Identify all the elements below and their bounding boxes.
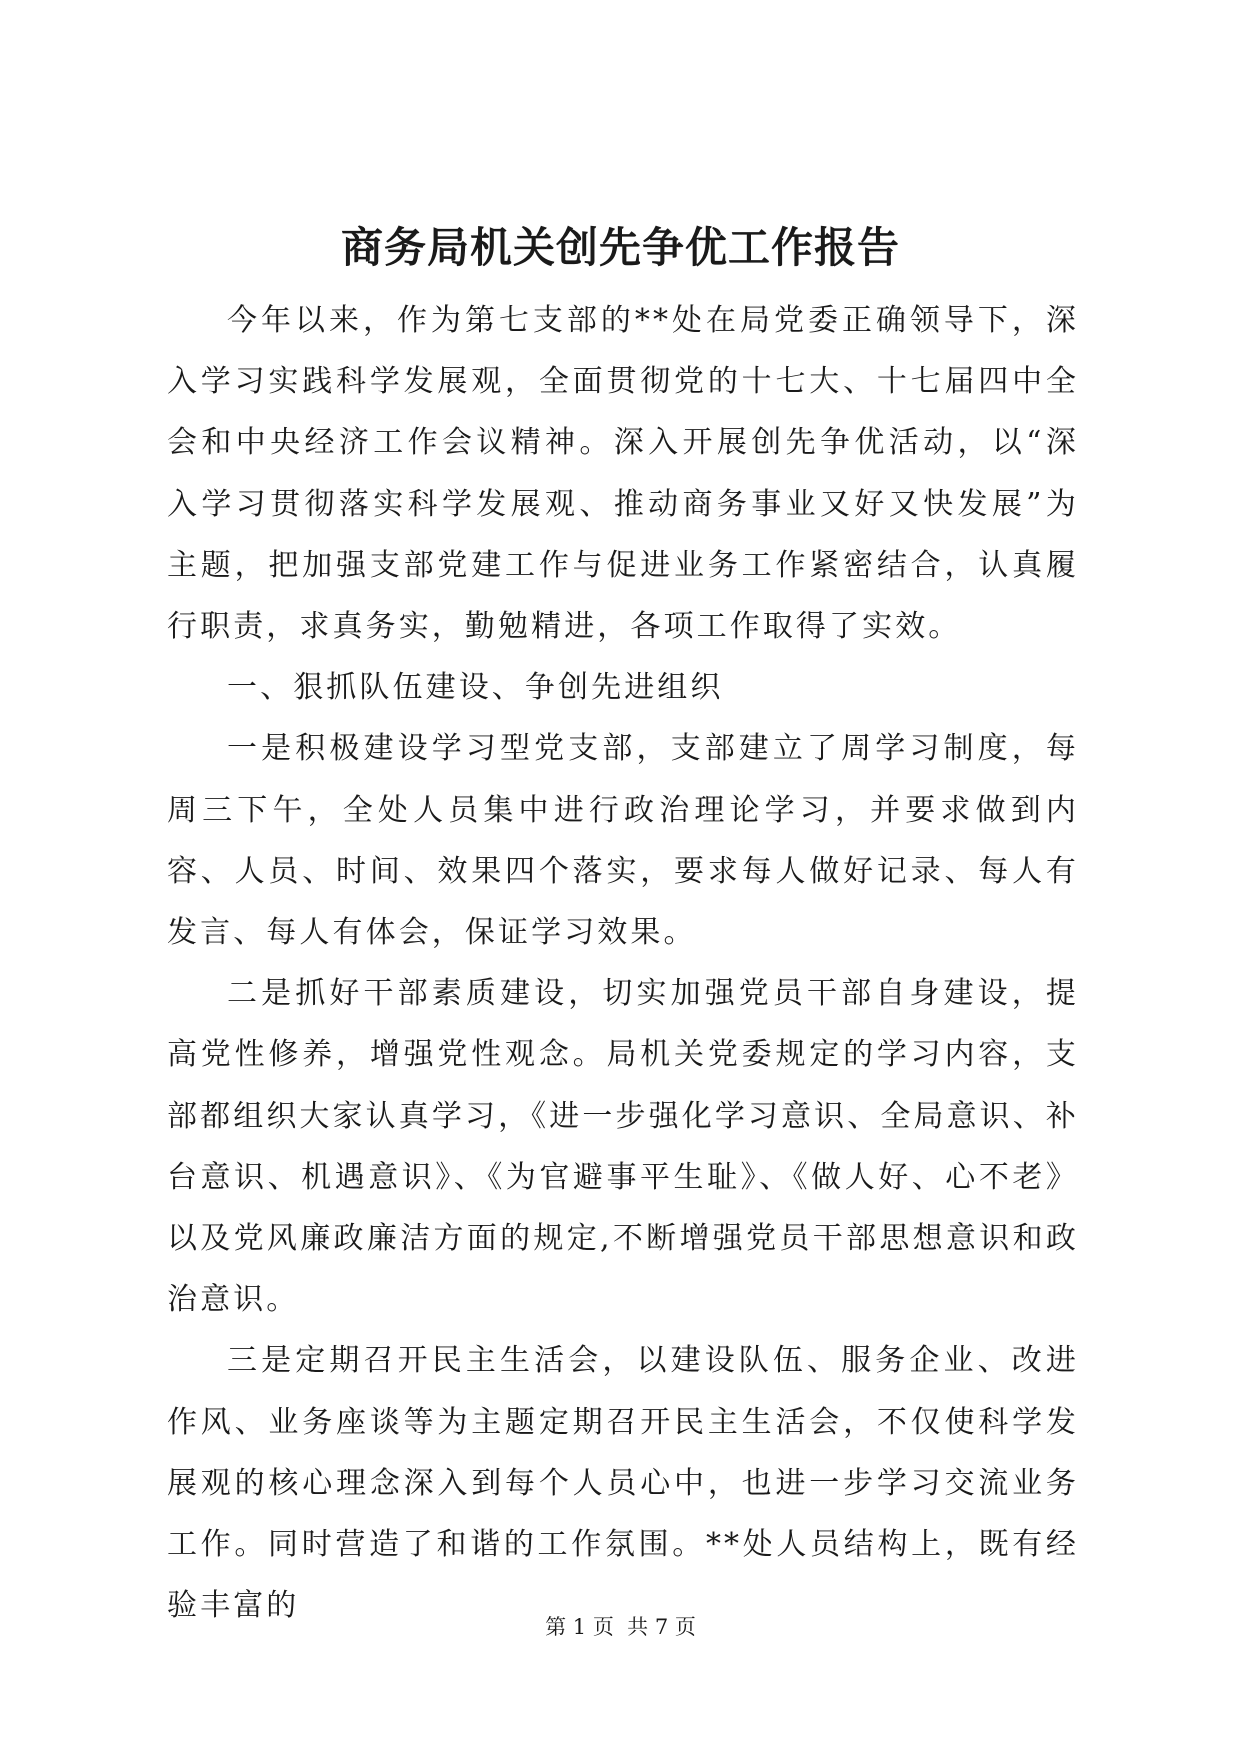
page-footer [0,1613,1241,1641]
body-paragraph: 今年以来，作为第七支部的**处在局党委正确领导下，深入学习实践科学发展观，全面贯彻党的十七大、十七届四中全会和中央经济工作会议精神。深入开展创先争优活动，以“深入学习贯彻落实科学发展观、推动商务事业又好又快发展”为主题，把加强支部党建工作与促进业务工作紧密结合，认真履行职责，求真务实，勤勉精进，各项工作取得了实效。 [167,303,1079,645]
document-title: 商务局机关创先争优工作报告 [340,223,900,272]
document-body [167,290,1079,1636]
section-heading: 一、狠抓队伍建设、争创先进组织 [227,670,724,706]
body-paragraph: 一是积极建设学习型党支部，支部建立了周学习制度，每周三下午，全处人员集中进行政治理论学习，并要求做到内容、人员、时间、效果四个落实，要求每人做好记录、每人有发言、每人有体会，保证学习效果。 [167,731,1079,951]
body-paragraph: 三是定期召开民主生活会，以建设队伍、服务企业、改进作风、业务座谈等为主题定期召开民主生活会，不仅使科学发展观的核心理念深入到每个人员心中，也进一步学习交流业务工作。同时营造了和谐的工作氛围。**处人员结构上，既有经验丰富的 [167,1343,1079,1624]
page-number-label: 第 1 页 共 7 页 [545,1615,696,1639]
body-paragraph: 二是抓好干部素质建设，切实加强党员干部自身建设，提高党性修养，增强党性观念。局机关党委规定的学习内容，支部都组织大家认真学习，《进一步强化学习意识、全局意识、补台意识、机遇意识》、《为官避事平生耻》、《做人好、心不老》以及党风廉政廉洁方面的规定,不断增强党员干部思想意识和政治意识。 [167,976,1079,1318]
